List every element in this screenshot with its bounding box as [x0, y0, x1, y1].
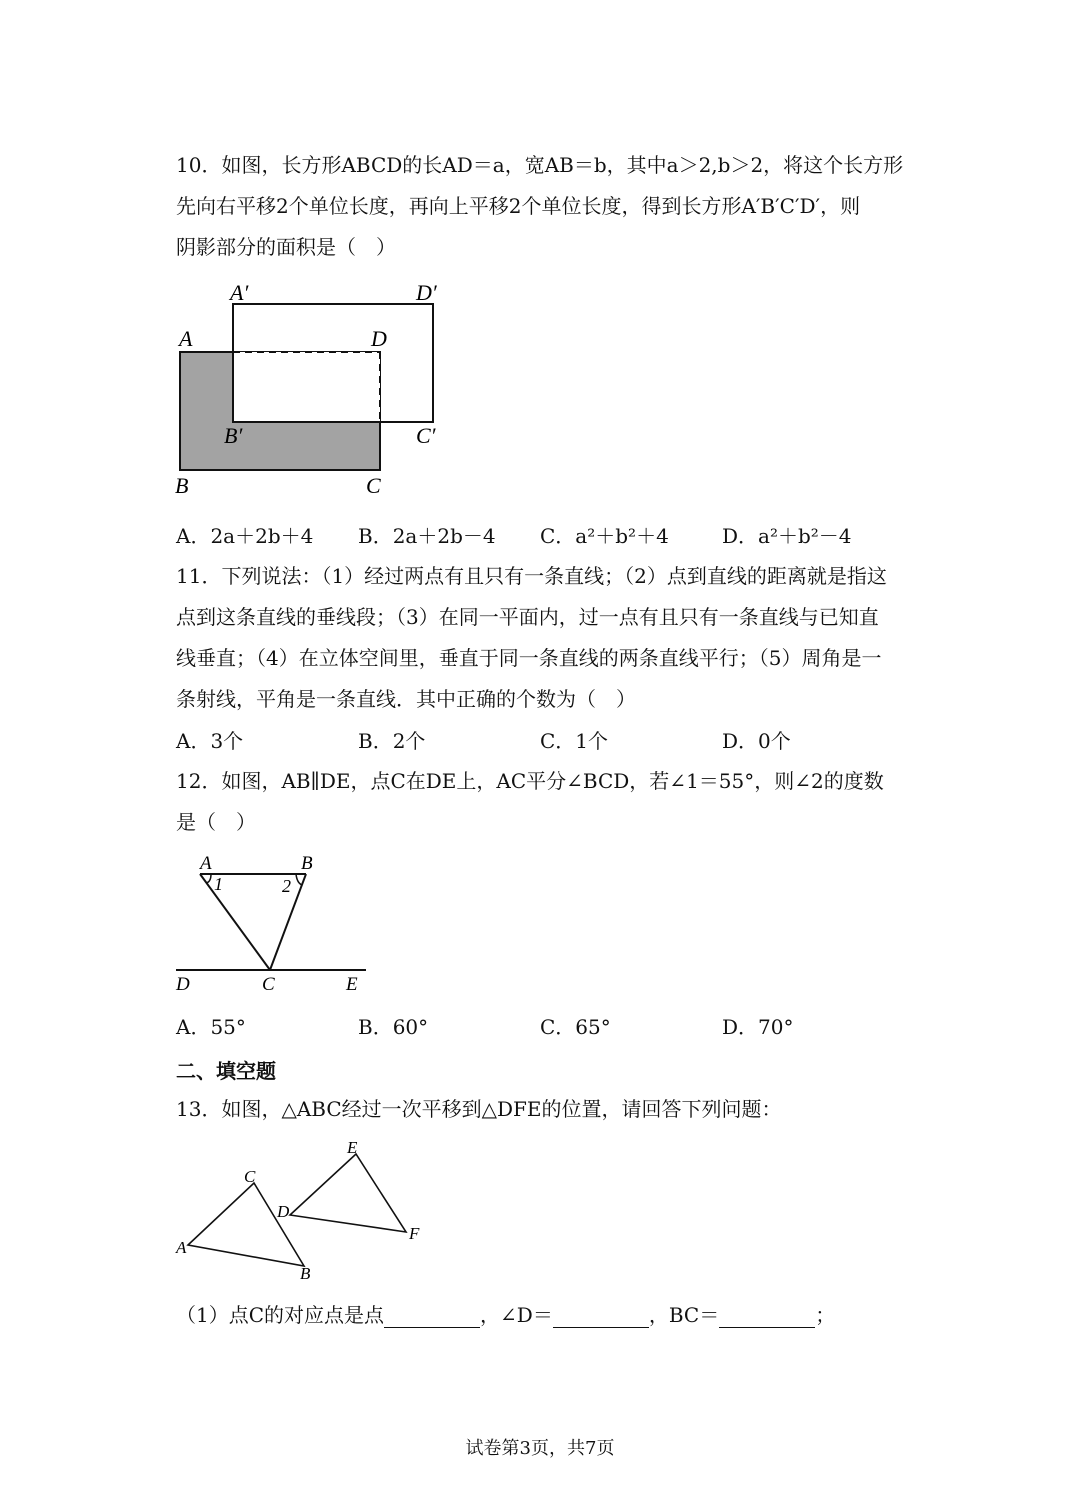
q11-option-b: B．2个 — [358, 729, 426, 753]
q10-option-c: C．a²＋b²＋4 — [540, 524, 669, 548]
page-footer: 试卷第3页，共7页 — [465, 1438, 615, 1459]
q12-option-b: B．60° — [358, 1015, 429, 1039]
answer-blank-2[interactable] — [553, 1307, 649, 1328]
triangle-dfe — [290, 1154, 406, 1232]
label-e: E — [346, 974, 358, 995]
q12-text-line1: 12．如图，AB∥DE，点C在DE上，AC平分∠BCD，若∠1＝55°，则∠2的度数 — [176, 769, 884, 793]
label-c: C — [366, 473, 381, 498]
q11-option-a: A．3个 — [176, 729, 244, 753]
label-d: D — [277, 1202, 290, 1221]
label-f: F — [409, 1224, 420, 1243]
q12-text-line2: 是（ ） — [176, 810, 256, 834]
label-d: D — [371, 326, 387, 351]
label-b: B — [175, 473, 189, 498]
q13-sub1-part-c: ，BC＝ — [648, 1303, 720, 1327]
q11-text-line2: 点到这条直线的垂线段；（3）在同一平面内，过一点有且只有一条直线与已知直 — [176, 605, 879, 629]
triangle-abc — [188, 1183, 304, 1266]
q10-text-line1: 10．如图，长方形ABCD的长AD＝a，宽AB＝b，其中a＞2,b＞2，将这个长方形 — [176, 153, 904, 177]
q13-sub1-part-b: ，∠D＝ — [480, 1303, 553, 1327]
label-a: A — [200, 853, 212, 874]
q10-text-line2: 先向右平移2个单位长度，再向上平移2个单位长度，得到长方形A′B′C′D′，则 — [176, 194, 861, 218]
label-b-prime: B′ — [224, 423, 243, 448]
q13-text-line1: 13．如图，△ABC经过一次平移到△DFE的位置，请回答下列问题： — [176, 1097, 782, 1121]
label-c: C — [244, 1167, 256, 1186]
label-d: D — [176, 974, 190, 995]
label-angle1: 1 — [214, 874, 223, 894]
q10-option-a: A．2a＋2b＋4 — [176, 524, 314, 548]
q11-text-line1: 11．下列说法：（1）经过两点有且只有一条直线；（2）点到直线的距离就是指这 — [176, 564, 887, 588]
label-b: B — [300, 1264, 311, 1283]
answer-blank-1[interactable] — [384, 1307, 480, 1328]
label-a-prime: A′ — [230, 280, 249, 305]
q11-option-d: D．0个 — [722, 729, 791, 753]
label-c: C — [262, 974, 275, 995]
label-a: A — [176, 1238, 187, 1257]
q10-text-line3: 阴影部分的面积是（ ） — [176, 235, 396, 259]
q13-sub1-part-a: （1）点C的对应点是点 — [176, 1303, 385, 1327]
q12-option-c: C．65° — [540, 1015, 611, 1039]
label-angle2: 2 — [282, 876, 291, 896]
overlap-region — [233, 352, 380, 422]
q12-parallel-lines-figure — [170, 850, 380, 1000]
answer-blank-3[interactable] — [719, 1307, 815, 1328]
q12-option-d: D．70° — [722, 1015, 794, 1039]
label-a: A — [179, 326, 193, 351]
q11-text-line3: 线垂直；（4）在立体空间里，垂直于同一条直线的两条直线平行；（5）周角是一 — [176, 646, 882, 670]
q11-text-line4: 条射线，平角是一条直线．其中正确的个数为（ ） — [176, 687, 636, 711]
q10-option-b: B．2a＋2b－4 — [358, 524, 496, 548]
section-title-fill-blank: 二、填空题 — [176, 1059, 276, 1083]
segment-ac — [200, 874, 270, 970]
q13-sub1-line — [176, 1302, 835, 1328]
q10-rectangle-figure — [170, 278, 470, 503]
q13-translation-figure — [170, 1135, 430, 1285]
q13-sub1-part-d: ； — [815, 1303, 836, 1327]
angle2-arc — [296, 874, 302, 885]
label-c-prime: C′ — [416, 423, 436, 448]
q11-option-c: C．1个 — [540, 729, 609, 753]
q12-option-a: A．55° — [176, 1015, 246, 1039]
label-b: B — [301, 853, 313, 874]
label-e: E — [347, 1138, 358, 1157]
label-d-prime: D′ — [416, 280, 437, 305]
q10-option-d: D．a²＋b²－4 — [722, 524, 852, 548]
